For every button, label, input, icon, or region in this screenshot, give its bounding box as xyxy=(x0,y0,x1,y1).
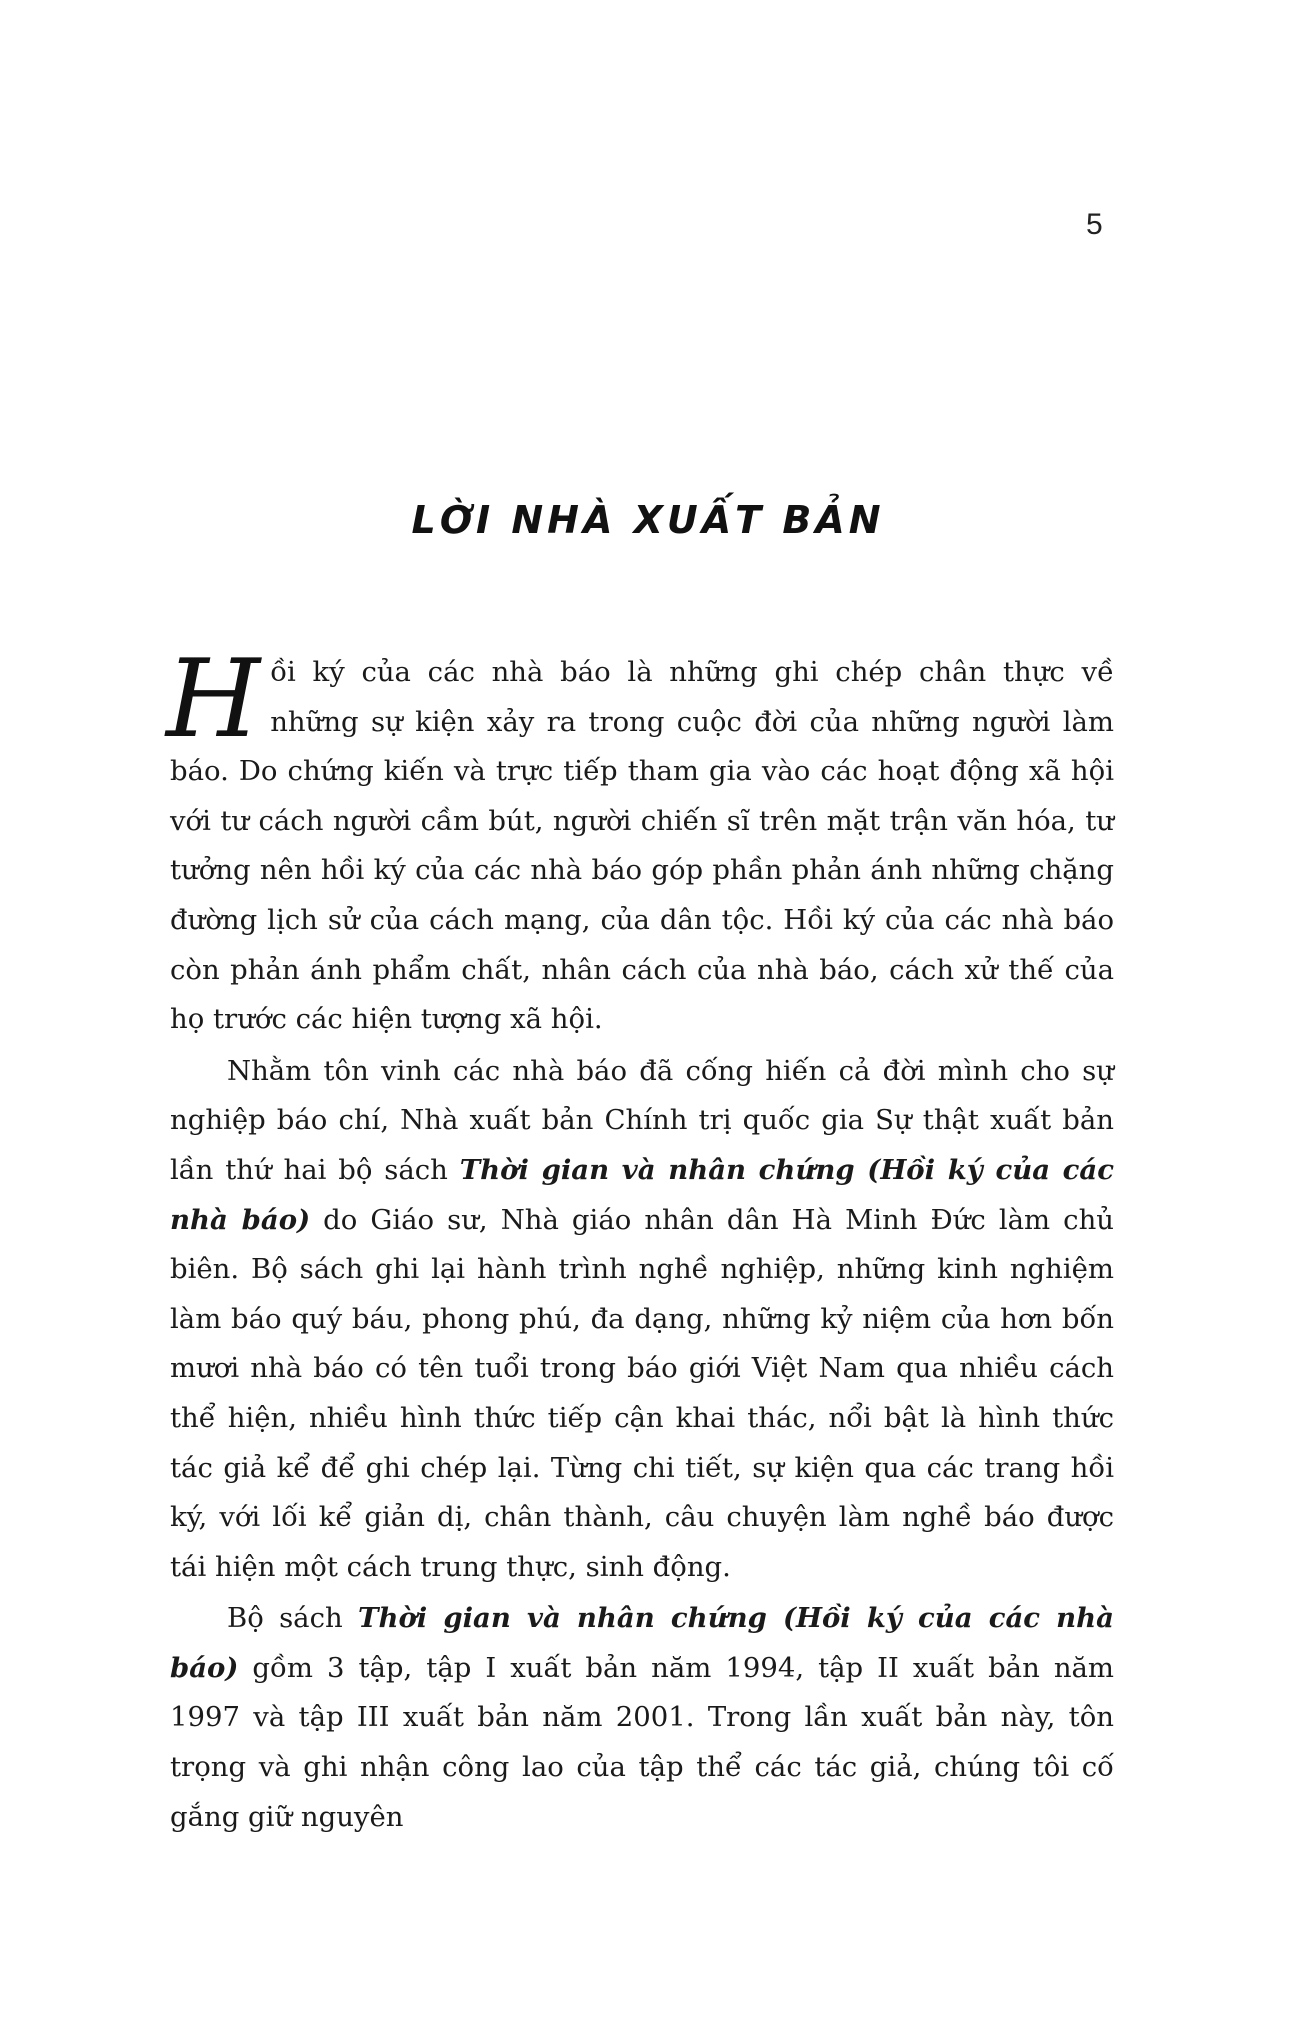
body-text xyxy=(166,637,1115,1844)
paragraph-2 xyxy=(170,1047,1114,1593)
book-title-ref: Thời gian và nhân chứng (Hồi ký của các nhà báo) xyxy=(170,1602,1114,1684)
paragraph-3 xyxy=(170,1594,1114,1842)
book-title-ref: Thời gian và nhân chứng (Hồi ký của các nhà báo) xyxy=(170,1153,1114,1236)
paragraph-2-before: Nhằm tôn vinh các nhà báo đã cống hiến cả đời mình cho sự nghiệp báo chí, Nhà xuất bản Chính trị quốc gia Sự thật xuất bản lần thứ hai bộ sách xyxy=(170,1054,1114,1186)
paragraph-1 xyxy=(166,637,1114,1045)
paragraph-1-text: ồi ký của các nhà báo là những ghi chép chân thực về những sự kiện xảy ra trong cuộc đời của những người làm báo. Do chứng kiến và trực tiếp tham gia vào các hoạt động xã hội với tư cách người cầm bút, người chiến sĩ trên mặt trận văn hóa, tư tưởng nên hồi ký của các nhà báo góp phần phản ánh những chặng đường lịch sử của cách mạng, của dân tộc. Hồi ký của các nhà báo còn phản ánh phẩm chất, nhân cách của nhà báo, cách xử thế của họ trước các hiện tượng xã hội. xyxy=(170,656,1114,1036)
paragraph-3-before: Bộ sách xyxy=(227,1602,358,1635)
paragraph-3-after: gồm 3 tập, tập I xuất bản năm 1994, tập II xuất bản năm 1997 và tập III xuất bản năm 2001. Trong lần xuất bản này, tôn trọng và ghi nhận công lao của tập thể các tác giả, chúng tôi cố gắng giữ nguyên xyxy=(170,1651,1114,1833)
chapter-title: LỜI NHÀ XUẤT BẢN xyxy=(411,498,885,542)
paragraph-2-after: do Giáo sư, Nhà giáo nhân dân Hà Minh Đức làm chủ biên. Bộ sách ghi lại hành trình nghề nghiệp, những kinh nghiệm làm báo quý báu, phong phú, đa dạng, những kỷ niệm của hơn bốn mươi nhà báo có tên tuổi trong báo giới Việt Nam qua nhiều cách thể hiện, nhiều hình thức tiếp cận khai thác, nổi bật là hình thức tác giả kể để ghi chép lại. Từng chi tiết, sự kiện qua các trang hồi ký, với lối kể giản dị, chân thành, câu chuyện làm nghề báo được tái hiện một cách trung thực, sinh động. xyxy=(170,1203,1115,1583)
drop-cap: H xyxy=(166,637,261,762)
page-number: 5 xyxy=(1086,208,1103,241)
